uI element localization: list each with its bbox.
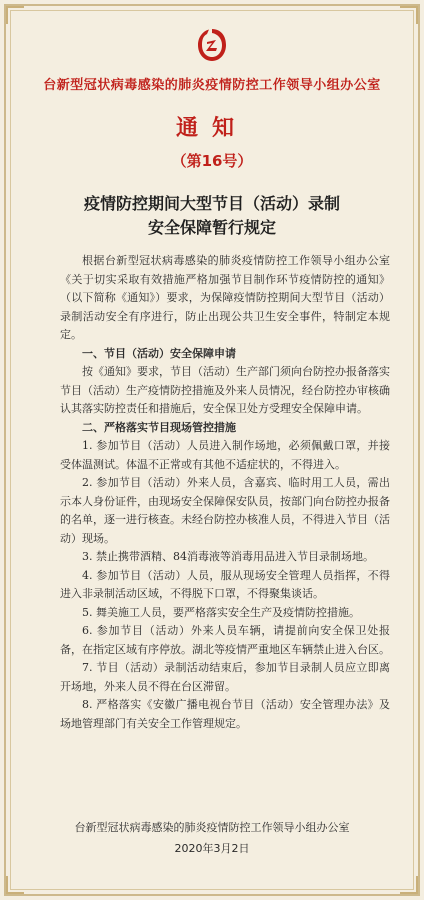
frame-corner-ornament <box>6 876 24 894</box>
frame-corner-ornament <box>400 876 418 894</box>
list-item: 6. 参加节目（活动）外来人员车辆，请提前向安全保卫处报备，在指定区域有序停放。湖北等疫情严重地区车辆禁止进入台区。 <box>60 624 390 656</box>
office-title: 台新型冠状病毒感染的肺炎疫情防控工作领导小组办公室 <box>43 78 381 93</box>
document-title-line: 疫情防控期间大型节目（活动）录制 <box>83 194 340 213</box>
anhui-tv-logo-icon <box>197 28 227 62</box>
list-item: 5. 舞美施工人员，要严格落实安全生产及疫情防控措施。 <box>82 605 360 619</box>
list-item: 3. 禁止携带酒精、84消毒液等消毒用品进入节目录制场地。 <box>82 550 374 563</box>
frame-corner-ornament <box>400 6 418 24</box>
document-title <box>40 192 384 240</box>
notice-title: 通知 <box>175 116 248 141</box>
list-item: 2. 参加节目（活动）外来人员，含嘉宾、临时用工人员，需出示本人身份证件，由现场安全保障保安队员，按部门向台防控办报备的名单，逐一进行核查。未经台防控办核准人员，不得进入节目（活动）现场。 <box>60 476 390 545</box>
document-body <box>60 252 390 733</box>
list-item: 7. 节目（活动）录制活动结束后，参加节目录制人员应立即离开场地，外来人员不得在台区滞留。 <box>60 661 390 693</box>
footer-organization: 台新型冠状病毒感染的肺炎疫情防控工作领导小组办公室 <box>74 821 350 834</box>
section-paragraph: 按《通知》要求，节目（活动）生产部门须向台防控办报备落实节目（活动）生产疫情防控措施及外来人员情况，经台防控办审核确认其落实防控责任和措施后，安全保卫处方受理安全保障申请。 <box>60 365 390 415</box>
document-title-line: 安全保障暂行规定 <box>147 218 276 237</box>
section-heading: 一、节目（活动）安全保障申请 <box>82 346 236 360</box>
section-heading: 二、严格落实节目现场管控措施 <box>82 420 236 434</box>
notice-number: （第16号） <box>171 152 253 170</box>
list-item: 4. 参加节目（活动）人员，服从现场安全管理人员指挥，不得进入非录制活动区域，不得脱下口罩，不得聚集谈话。 <box>60 568 390 600</box>
frame-corner-ornament <box>6 6 24 24</box>
list-item: 8. 严格落实《安徽广播电视台节目（活动）安全管理办法》及场地管理部门有关安全工作管理规定。 <box>60 698 390 730</box>
list-item: 1. 参加节目（活动）人员进入制作场地，必须佩戴口罩，并接受体温测试。体温不正常或有其他不适症状的，不得进入。 <box>60 439 390 471</box>
intro-paragraph: 根据台新型冠状病毒感染的肺炎疫情防控工作领导小组办公室《关于切实采取有效措施严格加强节目制作环节疫情防控的通知》（以下简称《通知》）要求，为保障疫情防控期间大型节目（活动）录制活动安全有序进行，防止出现公共卫生安全事件，特制定本规定。 <box>60 254 390 341</box>
footer-date: 2020年3月2日 <box>174 842 250 855</box>
